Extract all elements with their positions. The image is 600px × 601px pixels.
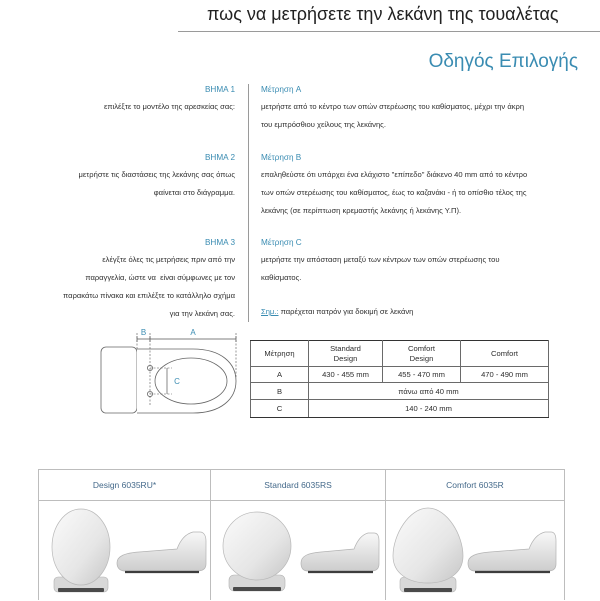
diagram-label-b: B	[140, 328, 147, 337]
table-header-cell	[251, 341, 309, 367]
seat-lid	[393, 508, 463, 583]
measurement-text-line: μετρήστε από το κέντρο των οπών στερέωσης του καθίσματος, μέχρι την άκρη	[261, 102, 525, 111]
product-name: Design 6035RU*	[39, 470, 210, 501]
seat-base-stripe	[58, 588, 104, 592]
table-row	[251, 383, 549, 400]
product-image-standard	[211, 501, 385, 601]
step-1	[20, 82, 235, 116]
diagram-label-a: A	[190, 328, 196, 337]
table-row	[251, 367, 549, 383]
note-text: παρέχεται πατρόν για δοκιμή σε λεκάνη	[278, 307, 414, 316]
measurement-c	[261, 235, 581, 287]
measurement-table	[250, 340, 549, 418]
diagram-label-c: C	[174, 377, 180, 386]
seat-side-view	[117, 532, 206, 571]
table-header-cell	[309, 341, 383, 367]
product-column-design	[39, 470, 211, 600]
note	[261, 303, 413, 321]
step-text-line: παρακάτω πίνακα και επιλέξτε το κατάλληλο σχήμα	[63, 291, 235, 300]
seat-lid	[223, 512, 291, 580]
diagram-tank	[101, 347, 137, 413]
table-cell: 455 - 470 mm	[383, 367, 461, 383]
table-header-cell	[383, 341, 461, 367]
step-text-line: επιλέξτε το μοντέλο της αρεσκείας σας:	[103, 102, 235, 111]
measurement-label: Μέτρηση A	[261, 85, 302, 94]
step-text-line: παραγγελία, ώστε να είναι σύμφωνες με τον	[85, 273, 235, 282]
step-label: ΒΗΜΑ 1	[204, 85, 235, 94]
step-text-line: για την λεκάνη σας.	[169, 309, 235, 318]
step-text-line: φαίνεται στο διάγραμμα.	[153, 188, 235, 197]
measurement-a	[261, 82, 581, 134]
table-row-label: C	[251, 400, 309, 418]
product-name: Standard 6035RS	[211, 470, 385, 501]
table-row-label: A	[251, 367, 309, 383]
step-label: ΒΗΜΑ 2	[204, 153, 235, 162]
product-panel	[38, 469, 565, 600]
diagram-bowl-opening	[155, 358, 227, 404]
guide-title: Οδηγός Επιλογής	[428, 51, 578, 72]
note-label: Σημ.:	[261, 307, 279, 316]
step-text-line: ελέγξτε όλες τις μετρήσεις πριν από την	[102, 255, 235, 264]
product-column-comfort	[386, 470, 564, 600]
measurement-text-line: λεκάνης (σε περίπτωση κρεμαστής λεκάνης ή λεκάνης Υ.Π).	[261, 206, 462, 215]
product-image-design	[39, 501, 210, 601]
measurement-text-line: των οπών στερέωσης του καθίσματος, έως το καζανάκι - ή το οπίσθιο τέλος της	[261, 188, 527, 197]
step-text-line: μετρήστε τις διαστάσεις της λεκάνης σας όπως	[78, 170, 235, 179]
seat-base-stripe	[233, 587, 281, 591]
measurement-text-line: μετρήστε την απόσταση μεταξύ των κέντρων των οπών στερέωσης του	[261, 255, 500, 264]
table-header-cell	[461, 341, 549, 367]
table-cell: 470 - 490 mm	[461, 367, 549, 383]
measurement-text-line: καθίσματος.	[261, 273, 302, 282]
product-column-standard	[211, 470, 386, 600]
measurement-text-line: του εμπρόσθιου χείλους της λεκάνης.	[261, 120, 386, 129]
table-row-label: B	[251, 383, 309, 400]
table-header-label: Μέτρηση	[264, 349, 295, 358]
product-image-comfort	[386, 501, 564, 601]
table-header-row	[251, 341, 549, 367]
table-header-label: Comfort Design	[407, 343, 435, 363]
seat-lid	[52, 509, 110, 585]
table-header-label: Standard Design	[330, 343, 361, 363]
seat-base-stripe	[404, 588, 452, 592]
step-2	[20, 150, 235, 202]
title-underline	[178, 31, 600, 32]
measurement-label: Μέτρηση B	[261, 153, 302, 162]
column-divider	[248, 84, 249, 322]
step-3	[20, 235, 235, 323]
table-cell: 430 - 455 mm	[309, 367, 383, 383]
product-name: Comfort 6035R	[386, 470, 564, 501]
page-title: πως να μετρήσετε την λεκάνη της τουαλέτας	[207, 4, 559, 24]
step-label: ΒΗΜΑ 3	[204, 238, 235, 247]
table-cell-merged: πάνω από 40 mm	[309, 383, 549, 400]
toilet-measurement-diagram	[95, 325, 245, 420]
measurement-label: Μέτρηση C	[261, 238, 302, 247]
table-row	[251, 400, 549, 418]
table-cell-merged: 140 - 240 mm	[309, 400, 549, 418]
measurement-text-line: επαληθεύστε ότι υπάρχει ένα ελάχιστο "επίπεδο" διάκενο 40 mm από το κέντρο	[261, 170, 528, 179]
seat-side-view	[301, 533, 379, 571]
table-header-label: Comfort	[490, 349, 518, 358]
seat-side-view	[468, 532, 556, 571]
measurement-b	[261, 150, 581, 220]
